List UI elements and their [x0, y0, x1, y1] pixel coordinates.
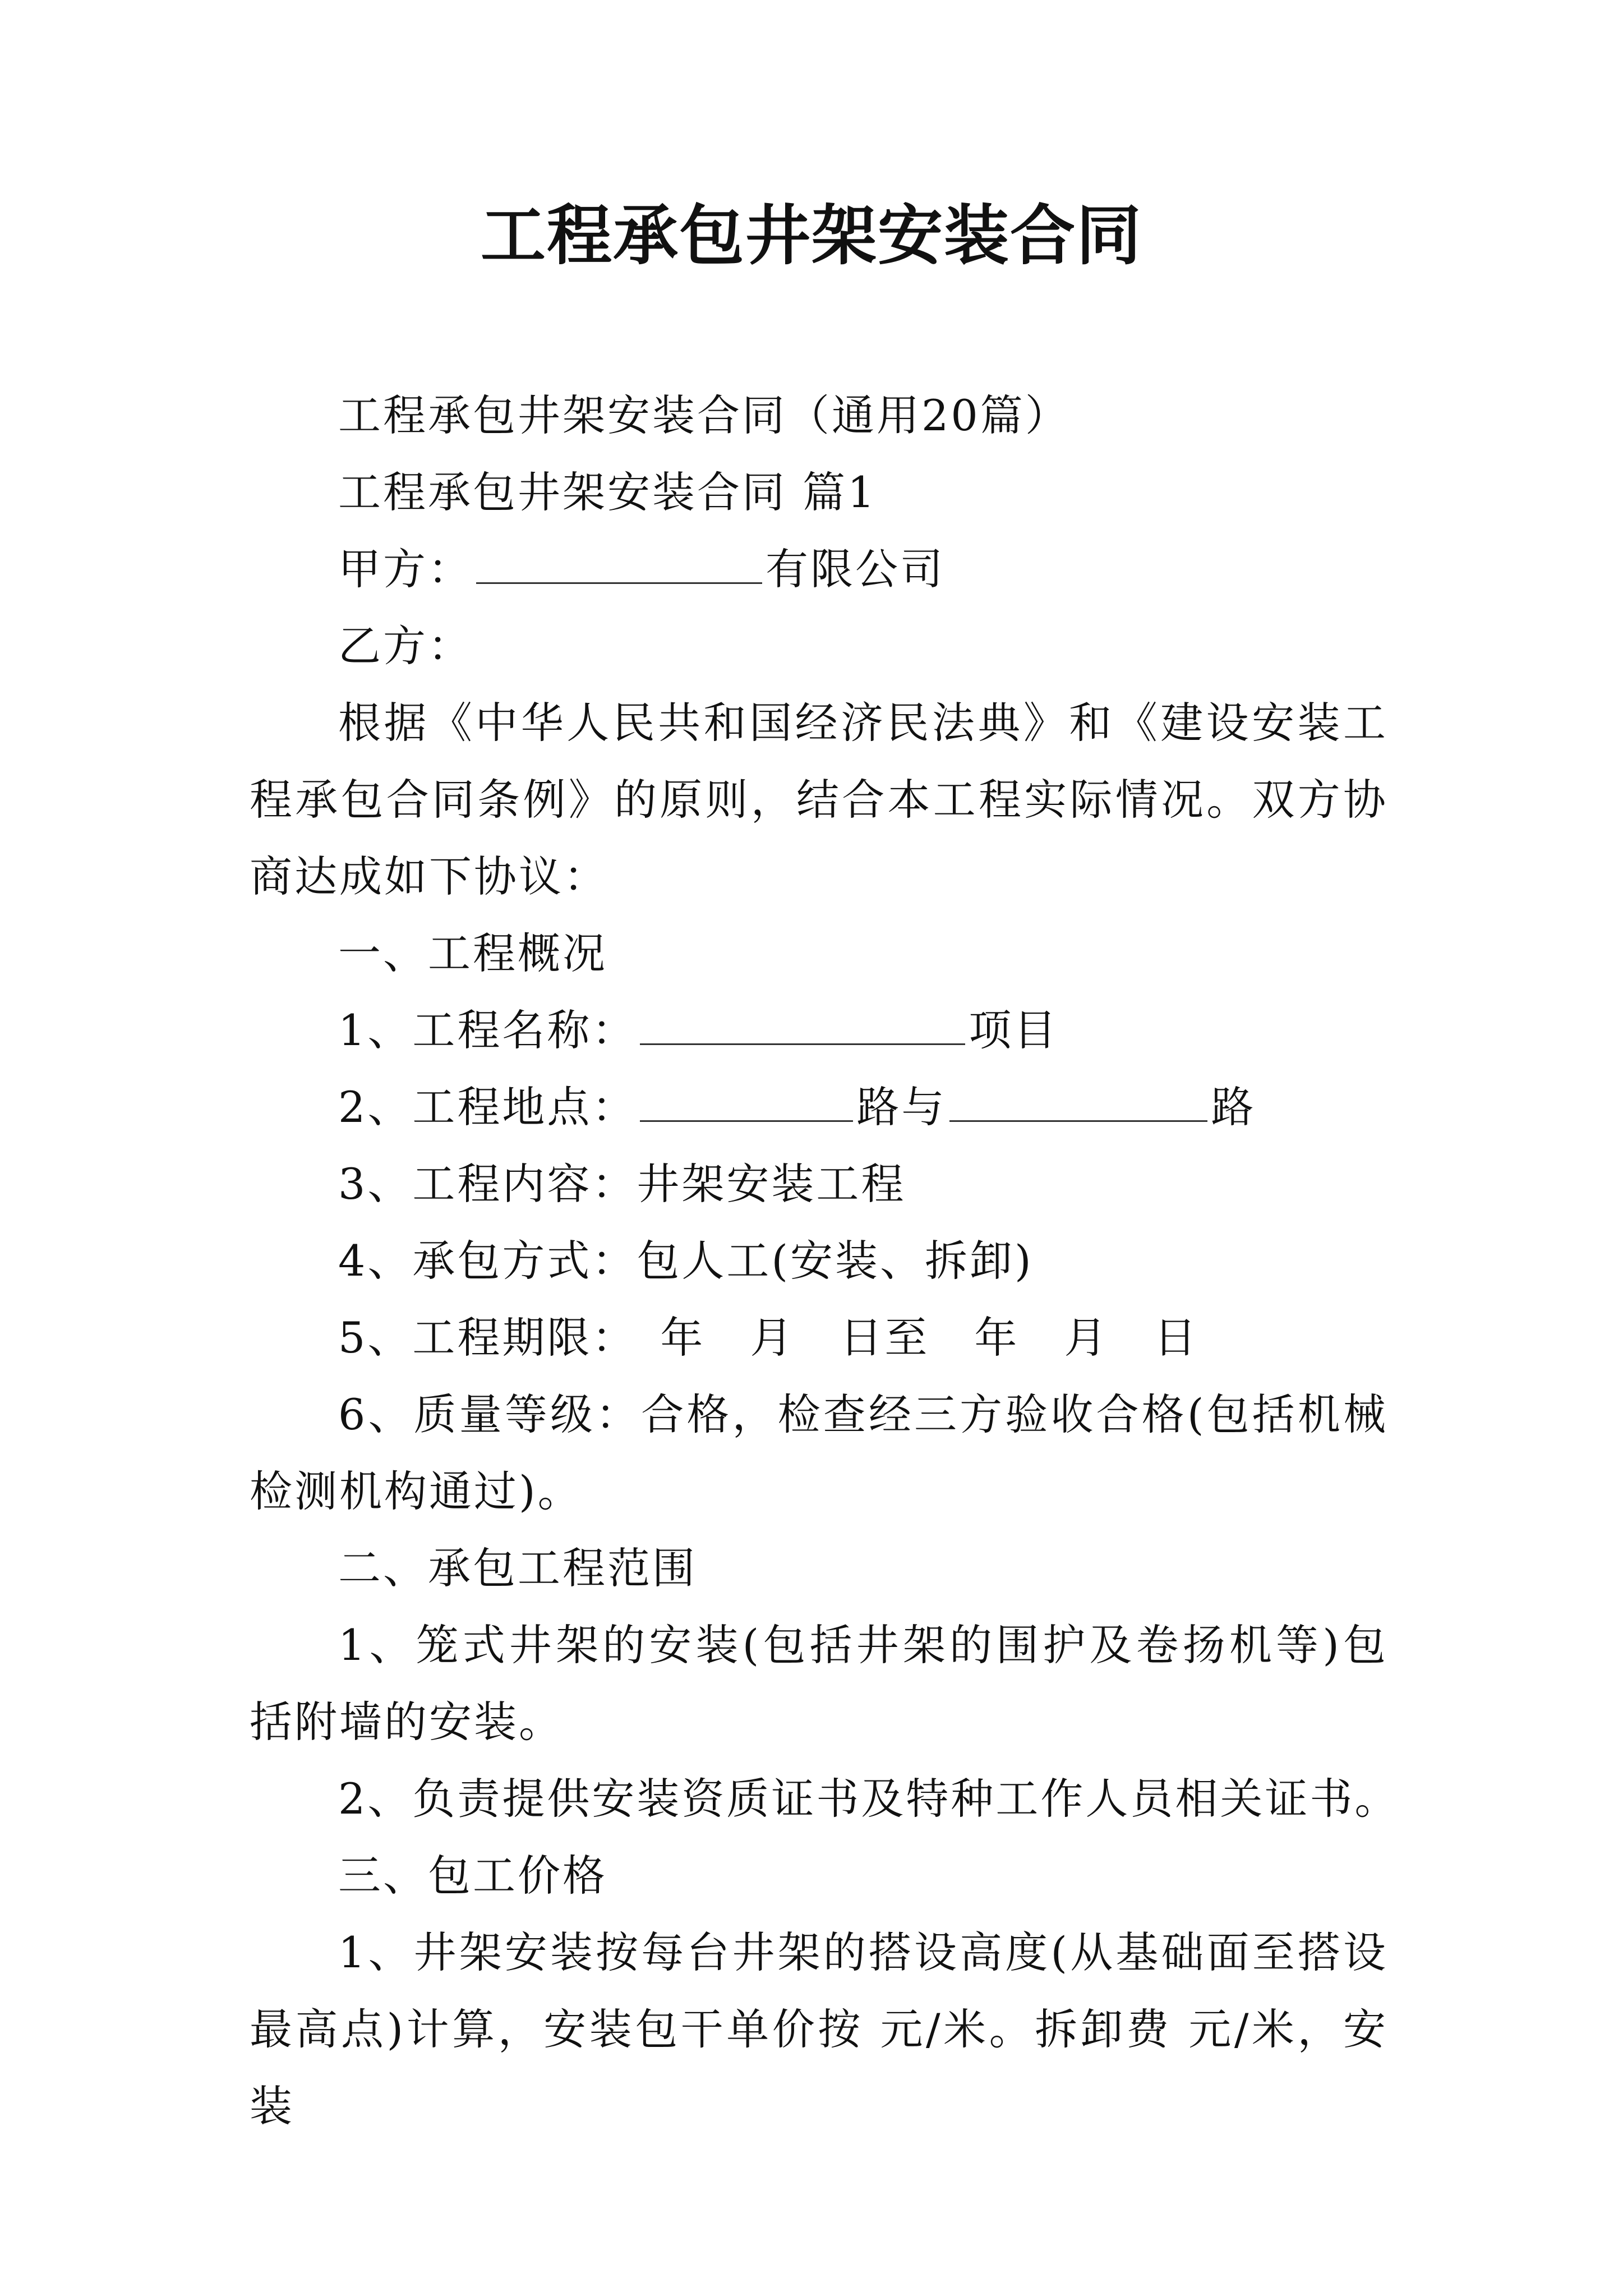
- party-a-blank: [476, 549, 762, 584]
- project-name-suffix: 项目: [969, 1005, 1059, 1055]
- paragraph-scope-1: 1、笼式井架的安装(包括井架的围护及卷扬机等)包括附墙的安装。: [250, 1620, 1388, 1747]
- paragraph-contract-method: 4、承包方式：包人工(安装、拆卸): [338, 1236, 1034, 1286]
- paragraph-party-b: 乙方：: [338, 621, 473, 671]
- paragraph-project-name: [250, 992, 1388, 1069]
- party-a-suffix: 有限公司: [766, 544, 945, 594]
- paragraph-preamble: 根据《中华人民共和国经济民法典》和《建设安装工程承包合同条例》的原则，结合本工程实际情况。双方协商达成如下协议：: [250, 698, 1388, 901]
- paragraph-quality-level: 6、质量等级：合格，检查经三方验收合格(包括机械检测机构通过)。: [250, 1389, 1388, 1516]
- paragraph-project-location: [250, 1069, 1388, 1145]
- party-a-label: 甲方：: [338, 544, 473, 594]
- project-name-label: 1、工程名称：: [338, 1005, 637, 1055]
- location-blank-2: [949, 1087, 1207, 1122]
- paragraph-heading-1: 一、工程概况: [338, 928, 607, 978]
- paragraph-project-period: 5、工程期限： 年 月 日至 年 月 日: [338, 1313, 1199, 1363]
- location-blank-1: [640, 1087, 853, 1122]
- paragraph-heading-2: 二、承包工程范围: [338, 1543, 697, 1593]
- document-title: 工程承包井架安装合同: [481, 197, 1142, 274]
- document-body: [250, 377, 1400, 2145]
- paragraph-party-a: [250, 531, 1388, 608]
- location-suffix: 路: [1211, 1082, 1256, 1132]
- project-name-blank: [640, 1010, 965, 1045]
- paragraph-heading-3: 三、包工价格: [338, 1851, 607, 1901]
- paragraph-section-heading: 工程承包井架安装合同 篇1: [338, 467, 877, 517]
- paragraph-subtitle: 工程承包井架安装合同（通用20篇）: [338, 390, 1070, 440]
- paragraph-scope-2: 2、负责提供安装资质证书及特种工作人员相关证书。: [338, 1774, 1400, 1824]
- location-label: 2、工程地点：: [338, 1082, 637, 1132]
- paragraph-project-content: 3、工程内容：井架安装工程: [338, 1159, 906, 1209]
- location-middle: 路与: [856, 1082, 947, 1132]
- paragraph-price-1: 1、井架安装按每台井架的搭设高度(从基础面至搭设最高点)计算，安装包干单价按 元/米。拆卸费 元/米，安装: [250, 1927, 1388, 2131]
